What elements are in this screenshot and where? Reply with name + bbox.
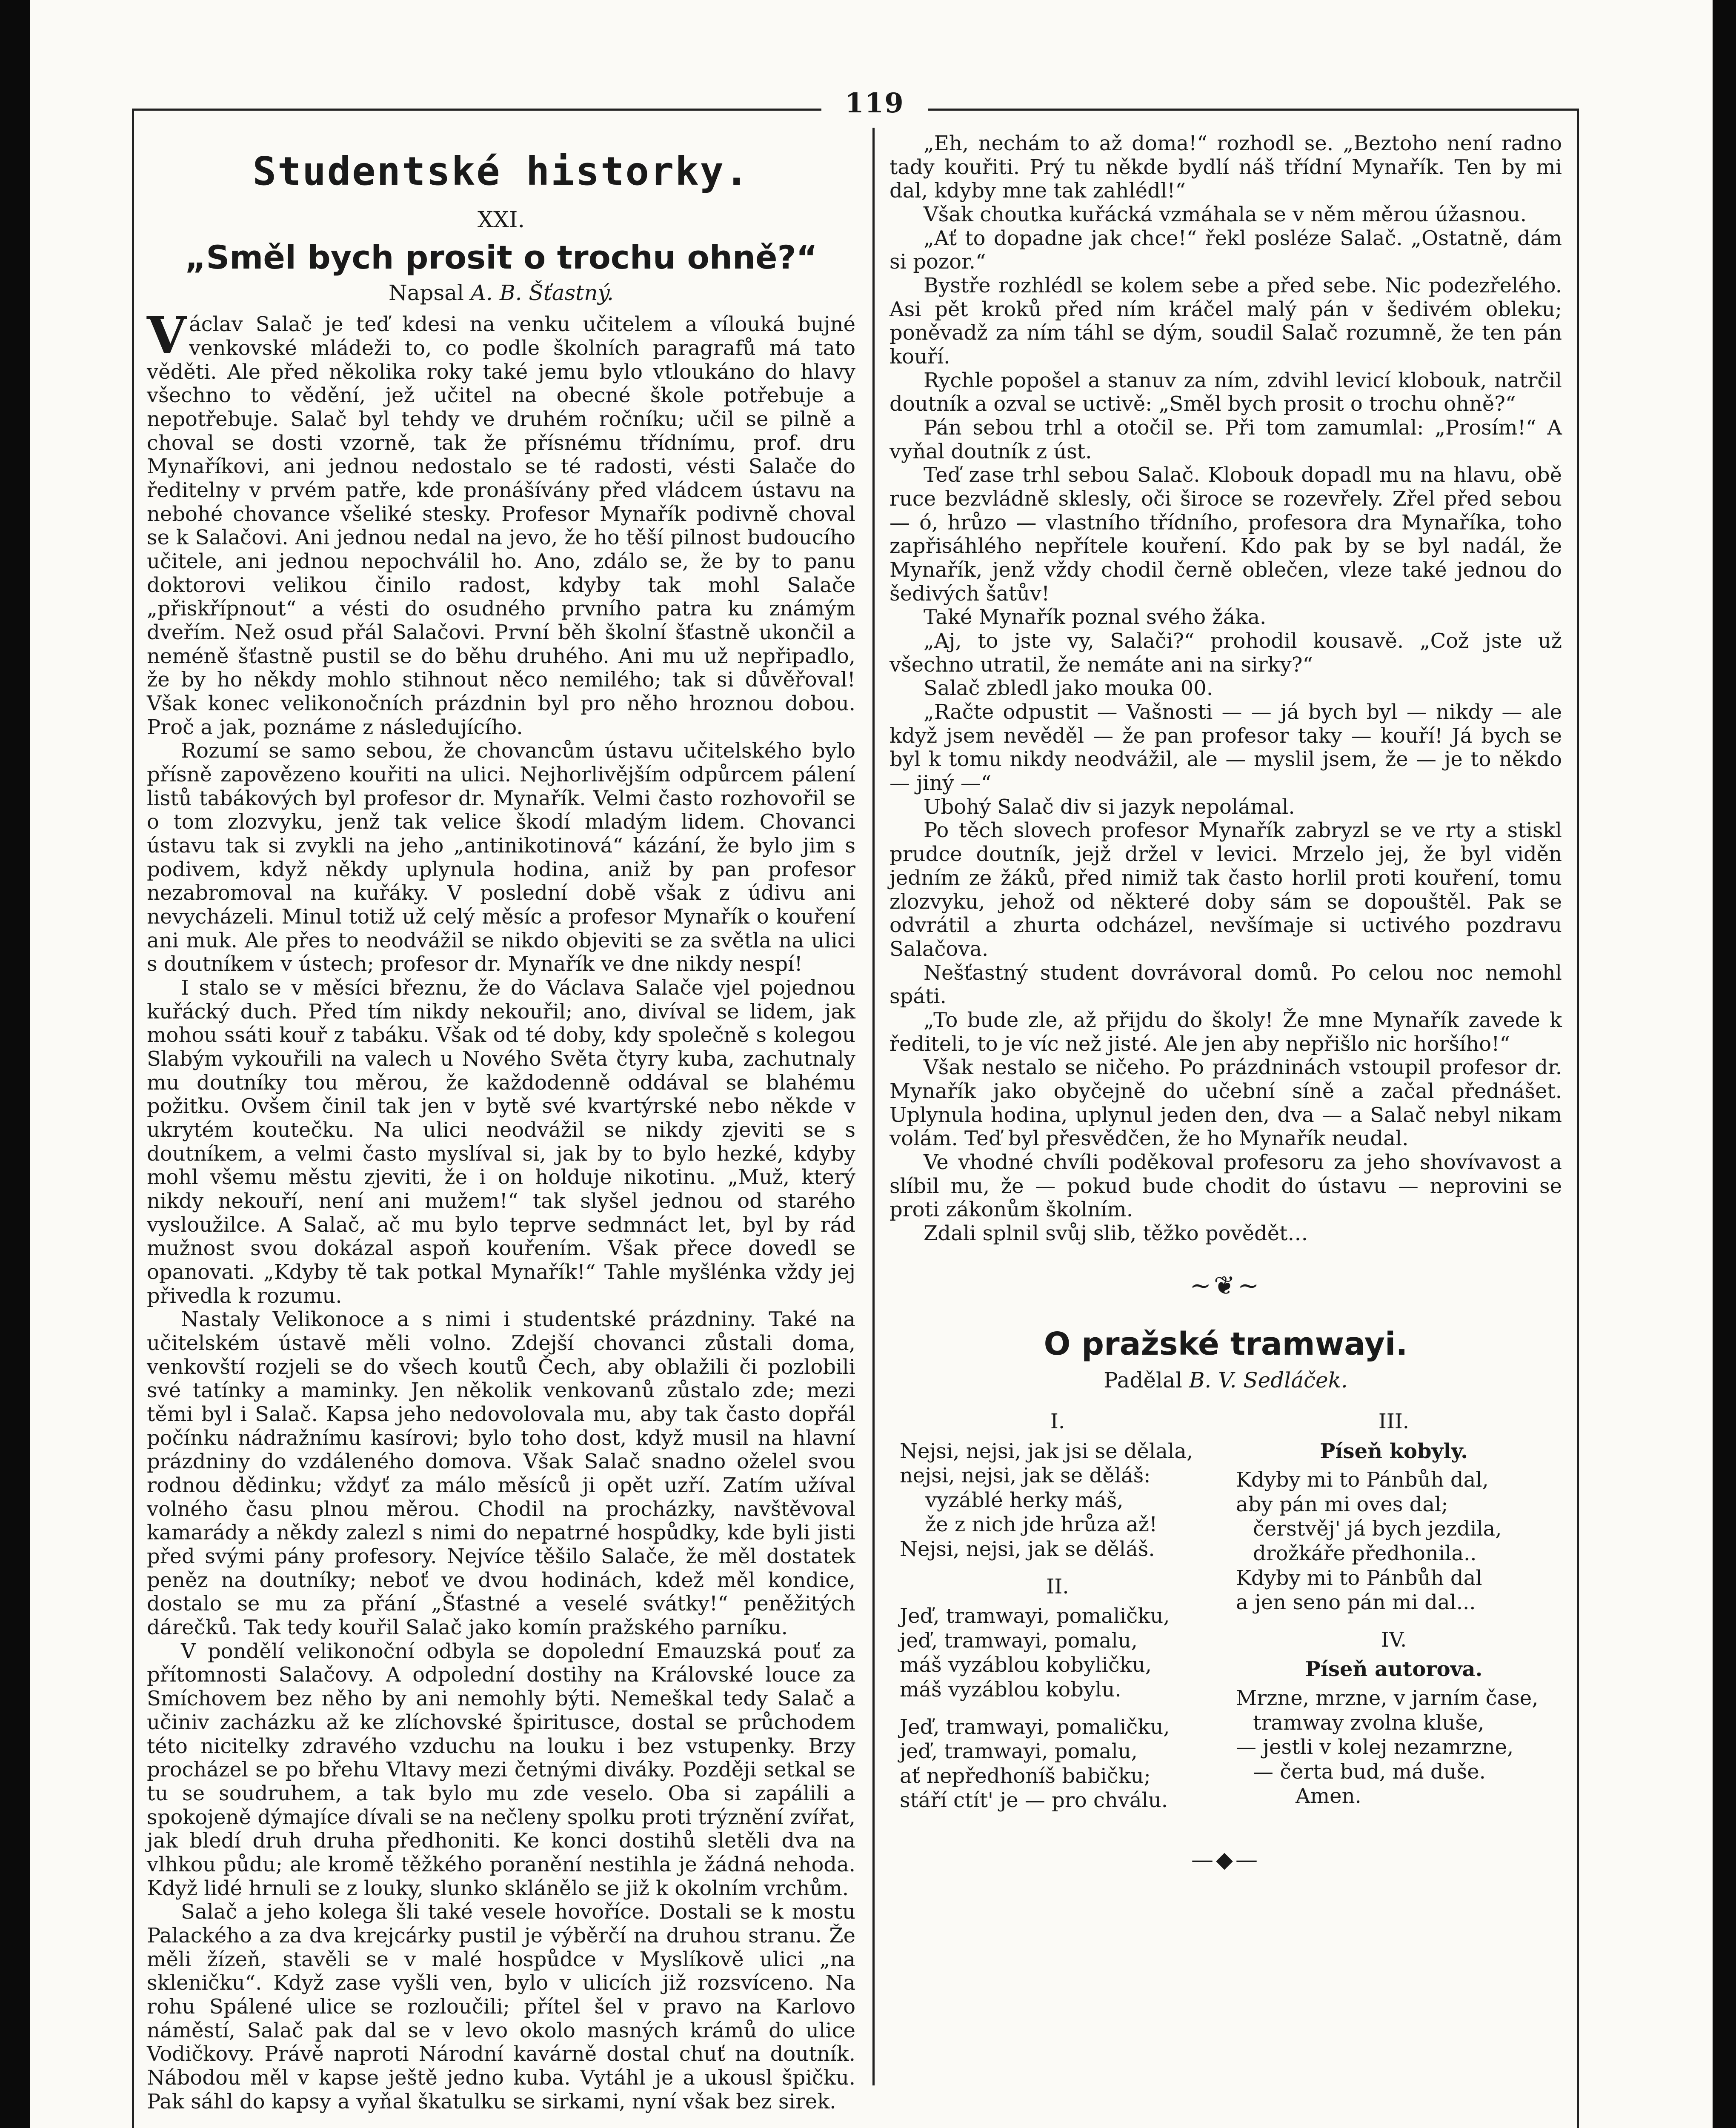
section-subtitle: Píseň kobyly. xyxy=(1320,1439,1468,1463)
poem-column-left xyxy=(889,1405,1226,1826)
chapter-number: XXI. xyxy=(477,207,525,233)
paragraph: Bystře rozhlédl se kolem sebe a před sebe. Nic podezřelého. Asi pět kroků před ním kráčel malý pán v šedivém obleku; poněvadž za ním táhl se dým, soudil Salač rozumně, že ten pán kouří. xyxy=(889,274,1562,369)
paragraph: Rozumí se samo sebou, že chovancům ústavu učitelského bylo přísně zapovězeno kouřiti na ulici. Nejhorlivějším odpůrcem pálení listů tabákových byl profesor dr. Mynařík. Velmi často rozhovořil se o tom zlozvyku, jenž tak velice škodí mladým lidem. Chovanci ústavu tak si zvykli na jeho „antinikotinová“ kázání, že bylo jim s podivem, když někdy uplynula hodina, aniž by pan profesor nezabromoval na kuřáky. V poslední době však z údivu ani nevycházeli. Minul totiž už celý měsíc a profesor Mynařík o kouření ani muk. Ale přes to neodvážil se nikdo objeviti se za světla na ulici s doutníkem v ústech; profesor dr. Mynařík ve dne nikdy nespí! xyxy=(147,739,855,976)
verse-line: Nejsi, nejsi, jak se děláš. xyxy=(900,1537,1155,1561)
section-subtitle: Píseň autorova. xyxy=(1305,1657,1483,1682)
verse-line: vyzáblé herky máš, xyxy=(925,1488,1124,1512)
drop-cap: V xyxy=(147,306,187,366)
verse-line: Jeď, tramwayi, pomaličku, xyxy=(900,1715,1170,1739)
scan-edge-right xyxy=(1713,0,1736,2128)
paragraph: Václav Salač je teď kdesi na venku učitelem a vílouká bujné venkovské mládeži to, co podle školních paragrafů má tato věděti. Ale před několika roky také jemu bylo vtloukáno do hlavy všechno to vědění, jež učitel na obecné škole potřebuje a nepotřebuje. Salač byl tehdy ve druhém ročníku; učil se pilně a choval se dosti vzorně, tak že přísnému třídnímu, prof. dru Mynaříkovi, ani jednou nedostalo se té radosti, vésti Salače do ředitelny v prvém patře, kde pronášívány před vládcem ústavu na nebohé chovance všeliké stesky. Profesor Mynařík podivně choval se k Salačovi. Ani jednou nedal na jevo, že ho těší pilnost budoucího učitele, ani jednou nepochválil ho. Ano, zdálo se, že by to panu doktorovi velikou činilo radost, kdyby tak mohl Salače „přiskřípnout“ a vésti do osudného prvního patra ku známým dveřím. Než osud přál Salačovi. První běh školní šťastně ukončil a neméně šťastně pustil se do běhu druhého. Ani mu už nepřipadlo, že by ho někdy mohlo stihnout něco nemilého; tak si důvěřoval! Však konec velikonočních prázdnin byl pro něho hroznou dobou. Proč a jak, poznáme z následujícího. xyxy=(147,306,855,739)
paragraph: Ubohý Salač div si jazyk nepolámal. xyxy=(924,795,1295,819)
section-number: III. xyxy=(1378,1410,1410,1433)
verse-line: čerstvěj' já bych jezdila, xyxy=(1253,1517,1502,1541)
verse-line: tramway zvolna kluše, xyxy=(1253,1710,1484,1735)
paragraph: I stalo se v měsíci březnu, že do Václava Salače vjel pojednou kuřácký duch. Před tím nikdy nekouřil; ano, divíval se lidem, jak mohou ssáti kouř z tabáku. Však od té doby, kdy společně s kolegou Slabým vykouřili na valech u Nového Světa čtyry kuba, zachutnaly mu doutníky tou měrou, že každodenně oddával se blahému požitku. Ovšem činil tak jen v bytě své kvartýrské nebo někde v ukrytém koutečku. Na ulici neodvážil se nikdy zjeviti se s doutníkem, a velmi často myslíval si, jak by to bylo hezké, kdyby mohl všemu městu zjeviti, že i on holduje nikotinu. „Muž, který nikdy nekouří, není ani mužem!“ tak slyšel jednou od starého vysloužilce. A Salač, ač mu bylo teprve sedmnáct let, byl by rád mužnost svou dokázal aspoň kouřením. Však přece dovedl se opanovati. „Kdyby tě tak potkal Mynařík!“ Tahle myšlénka vždy jej přivedla k rozumu. xyxy=(147,976,855,1308)
scan-edge-left xyxy=(0,0,30,2128)
poem-columns xyxy=(889,1405,1562,1826)
paragraph: Také Mynařík poznal svého žáka. xyxy=(924,605,1267,629)
author-name: A. B. Šťastný. xyxy=(470,280,614,306)
decorative-divider: ~❦~ xyxy=(1190,1270,1262,1301)
paragraph: Však choutka kuřácká vzmáhala se v něm měrou úžasnou. xyxy=(924,203,1527,227)
paragraph: Pán sebou trhl a otočil se. Při tom zamumlal: „Prosím!“ A vyňal doutník z úst. xyxy=(889,416,1562,463)
paragraph: Nastaly Velikonoce a s nimi i studentské prázdniny. Také na učitelském ústavě měli volno. Zdejší chovanci zůstali doma, venkovští rozjeli se do všech koutů Čech, aby oblažili či pozlobili své tatínky a maminky. Jen několik venkovanů zůstalo zde; mezi těmi byl i Salač. Kapsa jeho nedovolovala mu, aby tak často dopřál počínku nádražnímu kasírovi; bylo toho dost, když musil na hlavní prázdniny do vzdáleného domova. Však Salač snadno oželel svou rodnou dědinku; vždyť za málo měsíců ji opět uzří. Zatím užíval volného času plnou měrou. Chodil na procházky, navštěvoval kamarády a někdy zalezl s nimi do nepatrné hospůdky, kde byli jisti před svými pány profesory. Nejvíce těšilo Salače, že měl dostatek peněz na doutníky; neboť ve dvou hodinách, kdež měl kondice, dostalo se mu za přání „Šťastné a veselé svátky!“ peněžitých dárečků. Tak tedy kouřil Salač jako komín pražského parníku. xyxy=(147,1307,855,1640)
end-ornament: —◆— xyxy=(1191,1847,1260,1873)
verse-line: máš vyzáblou kobyličku, xyxy=(900,1653,1152,1677)
paragraph: Zdali splnil svůj slib, těžko povědět… xyxy=(924,1221,1308,1245)
byline-prefix: Napsal xyxy=(389,280,464,306)
stanza xyxy=(900,1439,1226,1562)
verse-line: máš vyzáblou kobylu. xyxy=(900,1677,1121,1702)
verse-line: jeď, tramwayi, pomalu, xyxy=(900,1739,1138,1764)
verse-line: — jestli v kolej nezamrzne, xyxy=(1236,1735,1514,1759)
paragraph: „To bude zle, až přijdu do školy! Že mne Mynařík zavede k řediteli, to je víc než jisté. Ale jen aby nepřišlo nic horšího!“ xyxy=(889,1008,1562,1056)
stanza xyxy=(900,1604,1226,1702)
paragraph: V pondělí velikonoční odbyla se dopolední Emauzská pouť za přítomnosti Salačovy. A odpolední dostihy na Královské louce za Smíchovem bez něho by ani nemohly býti. Nemeškal tedy Salač a učiniv zacházku až ke zlíchovské špiritusce, dostal se průchodem této nicitelky zdravého vzduchu na louku i bez vstupenky. Brzy procházel se po břehu Vltavy mezi četnými diváky. Později setkal se tu se soudruhem, a tak bylo mu zde veselo. Oba si zapálili a spokojeně dýmajíce dívali se na nečleny spolku proti trýznění zvířat, jak bledí druh druha předhoniti. Ke konci dostihů sletěli dva na vlhkou půdu; ale kromě těžkého poranění nestihla je žádná nehoda. Když lidé hrnuli se z louky, slunko sklánělo se již k okolním vrchům. xyxy=(147,1639,855,1900)
paragraph: Po těch slovech profesor Mynařík zabryzl se ve rty a stiskl prudce doutník, jejž držel v levici. Mrzelo jej, že byl viděn jedním ze žáků, před nimiž tak často horlil proti kouření, tomu zlozvyku, jehož od některé doby sám se dopouštěl. Pak se odvrátil a zhurta odcházel, nevšímaje si uctivého pozdravu Salačova. xyxy=(889,818,1562,961)
paragraph: „Ať to dopadne jak chce!“ řekl posléze Salač. „Ostatně, dám si pozor.“ xyxy=(889,226,1562,274)
verse-line: nejsi, nejsi, jak se děláš: xyxy=(900,1464,1151,1488)
verse-line: Amen. xyxy=(1296,1784,1361,1808)
top-rule-right xyxy=(928,109,1577,111)
section-number: IV. xyxy=(1381,1627,1407,1652)
verse-line: — čerta bud, má duše. xyxy=(1253,1759,1486,1784)
paragraph: „Račte odpustit — Vašnosti — — já bych byl — nikdy — ale když jsem nevěděl — že pan profesor taky — kouří! Já bych se byl k tomu nikdy neodvážil, ale — myslil jsem, že — je to někdo — jiný —“ xyxy=(889,700,1562,795)
left-column xyxy=(147,132,855,2114)
byline-prefix: Padělal xyxy=(1104,1368,1182,1393)
story-byline xyxy=(147,280,855,305)
paragraph: „Eh, nechám to až doma!“ rozhodl se. „Beztoho není radno tady kouřiti. Prý tu někde bydlí náš třídní Mynařík. Ten by mi dal, kdyby mne tak zahlédl!“ xyxy=(889,132,1562,203)
stanza xyxy=(900,1715,1226,1813)
paragraph: Salač a jeho kolega šli také vesele hovoříce. Dostali se k mostu Palackého a za dva krejcárky pustil je výběrčí na druhou stranu. Že měli žízeň, stavěli se v malé hospůdce v Myslíkově ulici „na skleničku“. Když zase vyšli ven, bylo v ulicích již rozsvíceno. Na rohu Spálené ulice se rozloučili; přítel šel v pravo na Karlovo náměstí, Salač pak dal se v levo okolo masných krámů do ulice Vodičkovy. Právě naproti Národní kavárně dostal chuť na doutník. Nábodou měl v kapse ještě jedno kuba. Vytáhl je a ukousl špičku. Pak sáhl do kapsy a vyňal škatulku se sirkami, nyní však bez sirek. xyxy=(147,1900,855,2114)
poem-title: O pražské tramwayi. xyxy=(1044,1326,1408,1363)
paragraph: „Aj, to jste vy, Salači?“ prohodil kousavě. „Což jste už všechno utratil, že nemáte ani na sirky?“ xyxy=(889,629,1562,677)
stanza xyxy=(1236,1686,1562,1809)
column-rule xyxy=(872,128,875,2085)
story-title: „Směl bych prosit o trochu ohně?“ xyxy=(185,238,818,277)
verse-line: Kdyby mi to Pánbůh dal xyxy=(1236,1566,1482,1590)
verse-line: aby pán mi oves dal; xyxy=(1236,1492,1448,1516)
verse-line: stáří ctít' je — pro chválu. xyxy=(900,1788,1168,1813)
verse-line: ať nepředhoníš babičku; xyxy=(900,1764,1151,1788)
page-number: 119 xyxy=(845,87,904,119)
verse-line: drožkáře předhonila.. xyxy=(1253,1541,1477,1565)
verse-line: že z nich jde hrůza až! xyxy=(925,1513,1158,1537)
section-number: II. xyxy=(1046,1574,1069,1599)
paragraph: Salač zbledl jako mouka 00. xyxy=(924,676,1213,701)
paragraph: Však nestalo se ničeho. Po prázdninách vstoupil profesor dr. Mynařík jako obyčejně do učební síně a začal přednášet. Uplynula hodina, uplynul jeden den, dva — a Salač nebyl nikam volám. Teď byl přesvědčen, že ho Mynařík neudal. xyxy=(889,1055,1562,1151)
poem-column-right xyxy=(1226,1405,1562,1826)
right-column xyxy=(889,132,1562,1873)
poem-byline xyxy=(889,1368,1562,1393)
verse-line: Nejsi, nejsi, jak jsi se dělala, xyxy=(900,1439,1193,1463)
stanza xyxy=(1236,1468,1562,1615)
verse-line: Kdyby mi to Pánbůh dal, xyxy=(1236,1468,1489,1492)
verse-line: Jeď, tramwayi, pomaličku, xyxy=(900,1604,1170,1628)
verse-line: jeď, tramwayi, pomalu, xyxy=(900,1628,1138,1653)
masthead: Studentské historky. xyxy=(252,149,750,194)
paragraph: Nešťastný student dovrávoral domů. Po celou noc nemohl spáti. xyxy=(889,961,1562,1009)
author-name: B. V. Sedláček. xyxy=(1189,1368,1348,1393)
paragraph: Ve vhodné chvíli poděkoval profesoru za jeho shovívavost a slíbil mu, že — pokud bude chodit do ústavu — neprovini se proti zákonům školním. xyxy=(889,1150,1562,1222)
paragraph: Rychle popošel a stanuv za ním, zdvihl levicí klobouk, natrčil doutník a ozval se uctivě: „Směl bych prosit o trochu ohně?“ xyxy=(889,368,1562,416)
section-number: I. xyxy=(1050,1410,1065,1433)
top-rule-left xyxy=(132,109,821,111)
verse-line: a jen seno pán mi dal... xyxy=(1236,1590,1476,1615)
paragraph: Teď zase trhl sebou Salač. Klobouk dopadl mu na hlavu, obě ruce bezvládně sklesly, oči široce se rozevřely. Zřel před sebou — ó, hrůzo — vlastního třídního, profesora dra Mynaříka, toho zapřisáhlého nepřítele kouření. Kdo pak by se byl nadál, že Mynařík, jenž vždy chodil černě oblečen, vleze také jednou do šedivých šatův! xyxy=(889,463,1562,606)
verse-line: Mrzne, mrzne, v jarním čase, xyxy=(1236,1686,1539,1710)
